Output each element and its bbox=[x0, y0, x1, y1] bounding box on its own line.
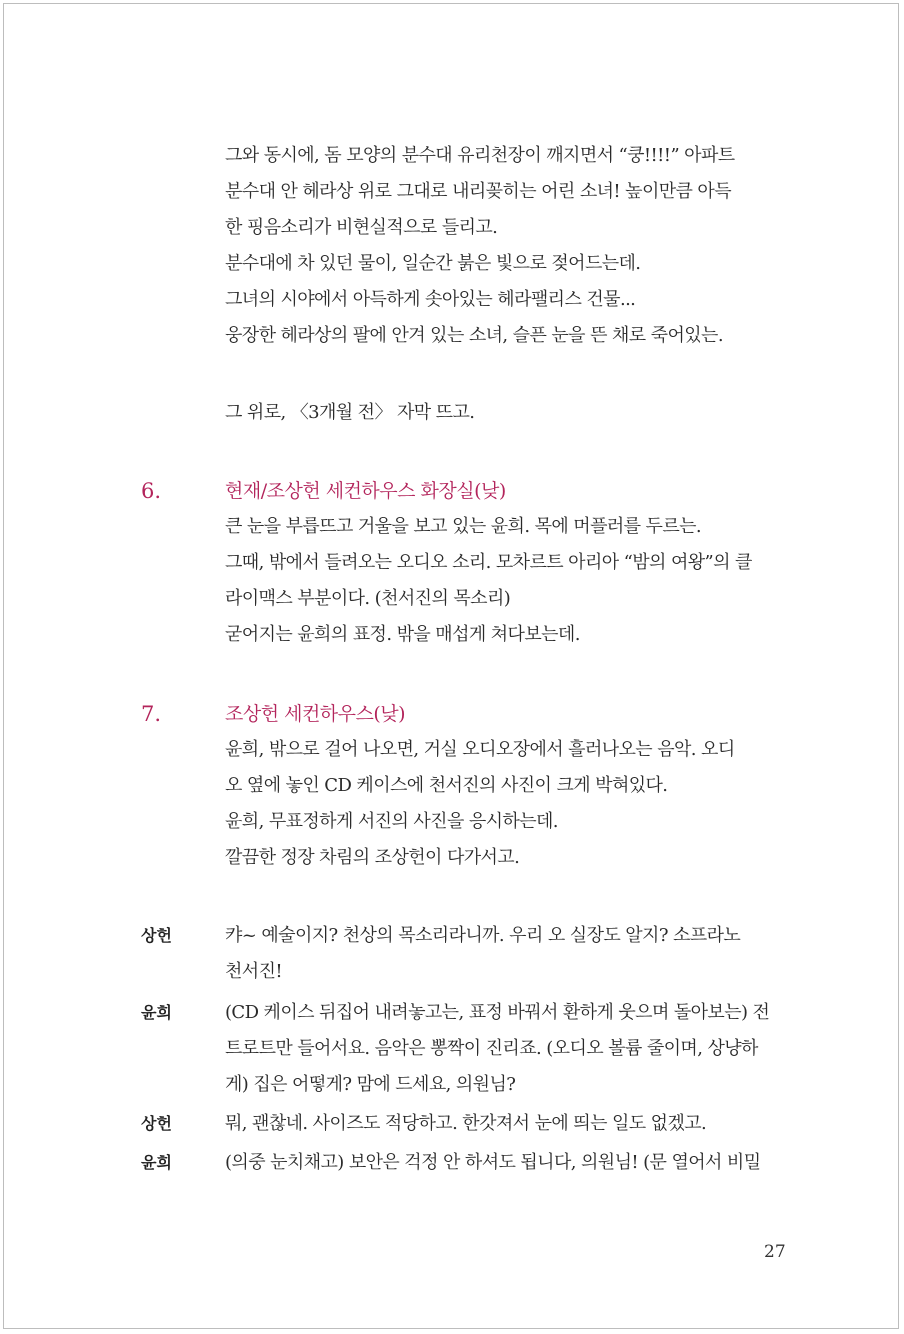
action-line: 굳어지는 윤희의 표정. 밖을 매섭게 쳐다보는데. bbox=[225, 624, 580, 645]
action-line: 그 위로, 〈3개월 전〉 자막 뜨고. bbox=[225, 402, 475, 423]
action-line: 분수대 안 헤라상 위로 그대로 내리꽂히는 어린 소녀! 높이만큼 아득 bbox=[225, 181, 732, 202]
dialogue-line: (의중 눈치채고) 보안은 걱정 안 하셔도 됩니다, 의원님! (문 열어서 비밀 bbox=[225, 1152, 761, 1173]
scene-heading: 조상헌 세컨하우스(낮) bbox=[225, 703, 406, 725]
action-line: 그와 동시에, 돔 모양의 분수대 유리천장이 깨지면서 “쿵!!!!” 아파트 bbox=[225, 145, 735, 166]
action-line: 윤희, 밖으로 걸어 나오면, 거실 오디오장에서 흘러나오는 음악. 오디 bbox=[225, 739, 735, 760]
action-line: 분수대에 차 있던 물이, 일순간 붉은 빛으로 젖어드는데. bbox=[225, 253, 641, 274]
action-line: 라이맥스 부분이다. (천서진의 목소리) bbox=[225, 588, 511, 609]
dialogue-line: (CD 케이스 뒤집어 내려놓고는, 표정 바꿔서 환하게 웃으며 돌아보는) 전 bbox=[225, 1002, 770, 1023]
script-page bbox=[3, 3, 899, 1329]
action-line: 그때, 밖에서 들려오는 오디오 소리. 모차르트 아리아 “밤의 여왕”의 클 bbox=[225, 552, 752, 573]
dialogue-line: 트로트만 들어서요. 음악은 뽕짝이 진리죠. (오디오 볼륨 줄이며, 상냥하 bbox=[225, 1038, 758, 1059]
action-line: 한 핑음소리가 비현실적으로 들리고. bbox=[225, 217, 498, 238]
action-line: 큰 눈을 부릅뜨고 거울을 보고 있는 윤희. 목에 머플러를 두르는. bbox=[225, 516, 702, 537]
action-line: 깔끔한 정장 차림의 조상헌이 다가서고. bbox=[225, 847, 520, 868]
action-line: 오 옆에 놓인 CD 케이스에 천서진의 사진이 크게 박혀있다. bbox=[225, 775, 668, 796]
dialogue-line: 캬~ 예술이지? 천상의 목소리라니까. 우리 오 실장도 알지? 소프라노 bbox=[225, 925, 741, 946]
speaker-name: 상헌 bbox=[141, 1114, 172, 1133]
scene-heading: 현재/조상헌 세컨하우스 화장실(낮) bbox=[225, 480, 506, 502]
page-number: 27 bbox=[764, 1242, 786, 1262]
speaker-name: 상헌 bbox=[141, 926, 172, 945]
dialogue-line: 게) 집은 어떻게? 맘에 드세요, 의원님? bbox=[225, 1074, 516, 1095]
speaker-name: 윤희 bbox=[141, 1153, 172, 1172]
dialogue-line: 뭐, 괜찮네. 사이즈도 적당하고. 한갓져서 눈에 띄는 일도 없겠고. bbox=[225, 1113, 707, 1134]
dialogue-line: 천서진! bbox=[225, 961, 282, 982]
speaker-name: 윤희 bbox=[141, 1003, 172, 1022]
action-line: 웅장한 헤라상의 팔에 안겨 있는 소녀, 슬픈 눈을 뜬 채로 죽어있는. bbox=[225, 325, 723, 346]
scene-number: 6. bbox=[141, 479, 162, 503]
action-line: 윤희, 무표정하게 서진의 사진을 응시하는데. bbox=[225, 811, 558, 832]
action-line: 그녀의 시야에서 아득하게 솟아있는 헤라팰리스 건물... bbox=[225, 289, 636, 310]
scene-number: 7. bbox=[141, 702, 162, 726]
